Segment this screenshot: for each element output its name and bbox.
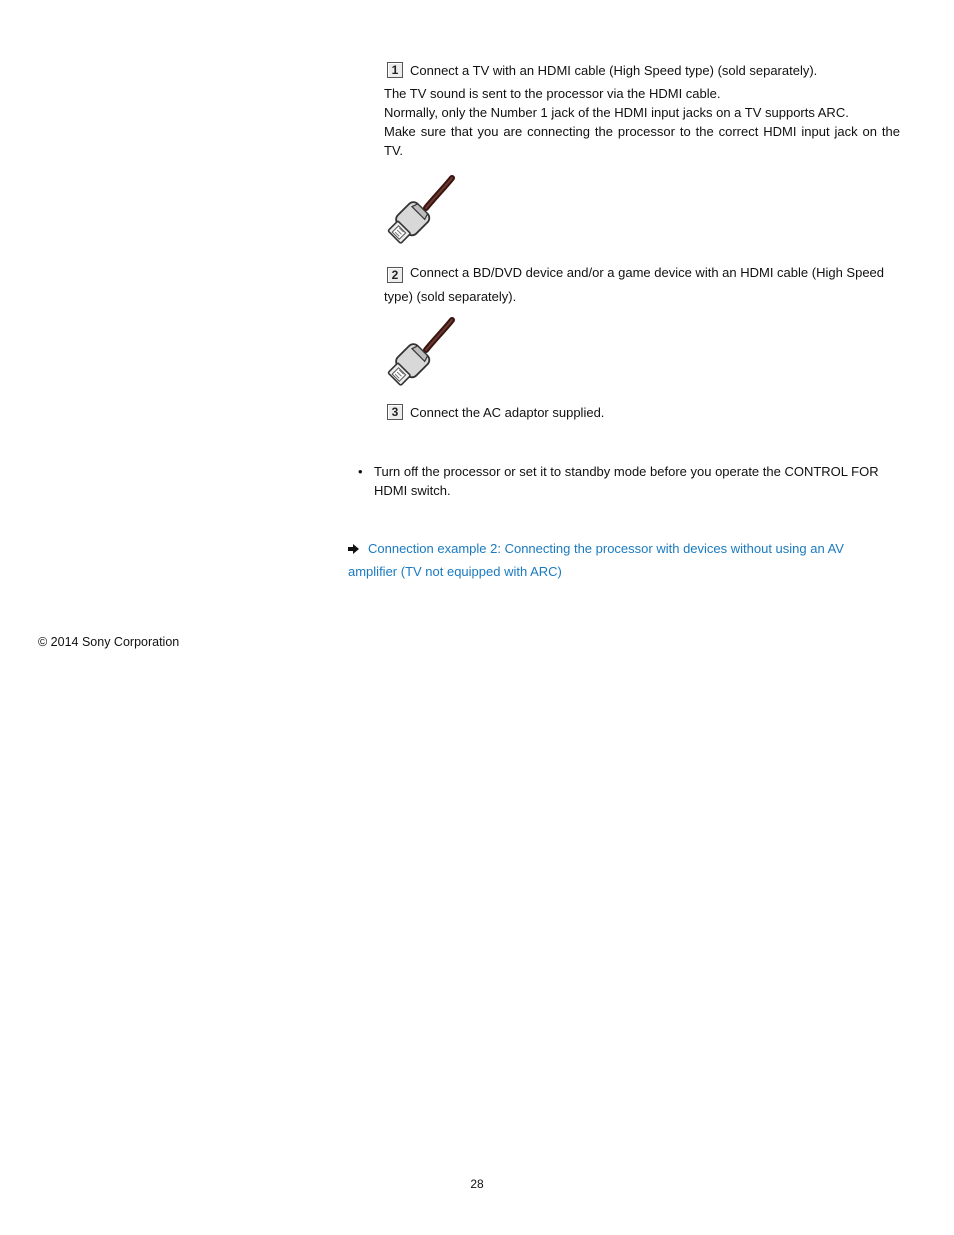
hdmi-plug-icon xyxy=(382,174,462,246)
step-2 xyxy=(384,261,900,309)
step-1-note-2: Normally, only the Number 1 jack of the HDMI input jacks on a TV supports ARC. xyxy=(384,105,849,120)
step-3-label: Connect the AC adaptor supplied. xyxy=(410,404,605,420)
hdmi-plug-icon xyxy=(382,316,462,388)
copyright: © 2014 Sony Corporation xyxy=(38,635,180,649)
step-1-note-1: The TV sound is sent to the processor via the HDMI cable. xyxy=(384,86,721,101)
step-2-number: 2 xyxy=(387,267,403,283)
step-3-number: 3 xyxy=(387,404,403,420)
step-3 xyxy=(387,404,604,420)
note-item xyxy=(358,462,900,500)
related-link-text: Connection example 2: Connecting the processor with devices without using an AV amplifier (TV not equipped with ARC) xyxy=(348,541,844,579)
step-1-number: 1 xyxy=(387,62,403,78)
bullet-icon: • xyxy=(358,464,363,479)
related-link-block xyxy=(348,538,878,583)
related-link[interactable] xyxy=(348,541,844,579)
step-1-note-3: Make sure that you are connecting the processor to the correct HDMI input jack on the TV. xyxy=(384,124,900,158)
note-text: Turn off the processor or set it to standby mode before you operate the CONTROL FOR HDMI switch. xyxy=(374,464,879,498)
step-1-notes xyxy=(384,84,900,160)
step-1 xyxy=(387,62,817,78)
arrow-right-icon xyxy=(348,539,360,561)
page-number: 28 xyxy=(470,1177,484,1191)
step-2-label: Connect a BD/DVD device and/or a game device with an HDMI cable (High Speed type) (sold separately). xyxy=(384,265,885,304)
step-1-label: Connect a TV with an HDMI cable (High Speed type) (sold separately). xyxy=(410,62,818,78)
